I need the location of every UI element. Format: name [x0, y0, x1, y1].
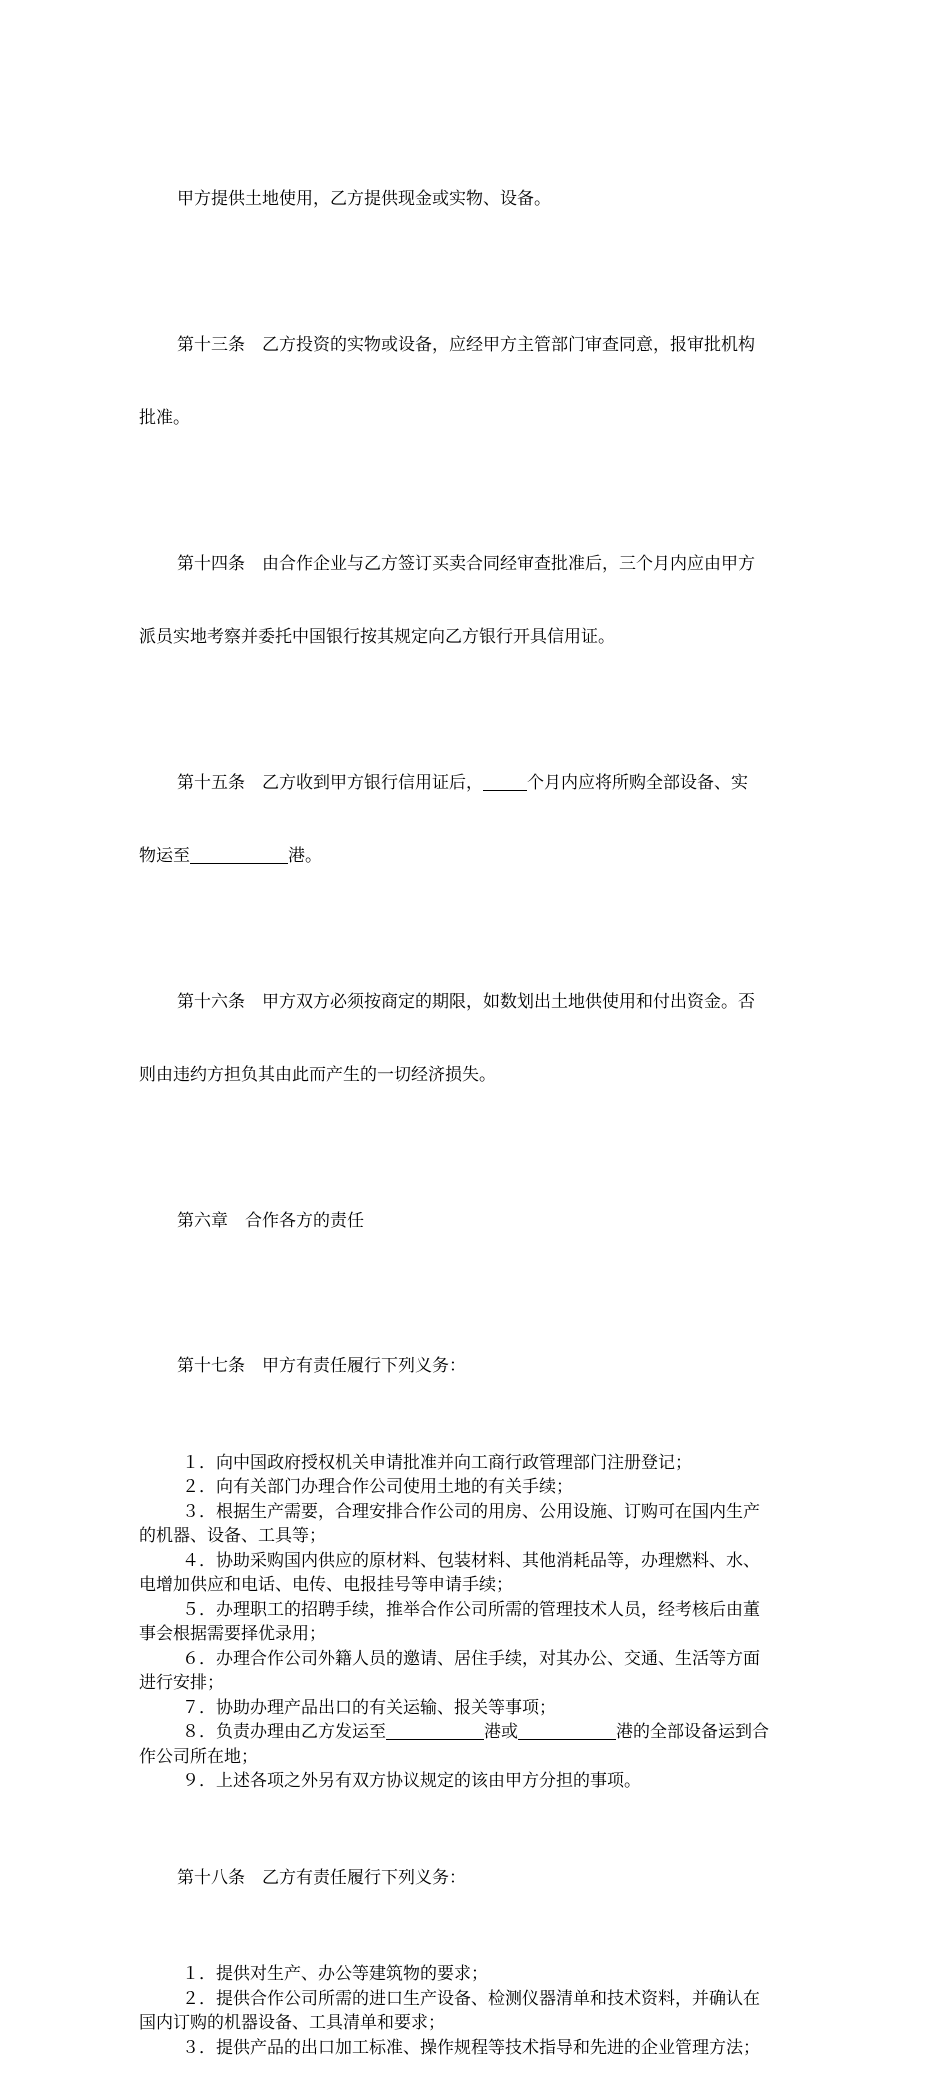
text-line: ６．办理合作公司外籍人员的邀请、居住手续，对其办公、交通、生活等方面	[182, 1648, 760, 1669]
text-segment: 个月内应将所购全部设备、实	[527, 772, 748, 793]
list-item	[139, 1962, 813, 1987]
article-17-list	[139, 1451, 813, 1794]
article-16	[139, 941, 813, 1137]
article-13	[139, 284, 813, 480]
text-line: 电增加供应和电话、电传、电报挂号等申请手续；	[139, 1575, 513, 1595]
text-segment: ８．负责办理由乙方发运至	[182, 1722, 386, 1742]
text-line	[139, 1720, 813, 1745]
text-line: 批准。	[139, 408, 190, 428]
paragraph-land-use	[139, 138, 813, 261]
blank-line	[518, 1721, 616, 1740]
article-18-list	[139, 1962, 813, 2060]
blank-line	[190, 845, 288, 864]
text-segment: 物运至	[139, 846, 190, 866]
blank-line	[483, 772, 527, 791]
text-line: 作公司所在地；	[139, 1746, 258, 1767]
text-line	[139, 844, 813, 869]
text-line: 派员实地考察并委托中国银行按其规定向乙方银行开具信用证。	[139, 627, 615, 647]
list-item	[139, 1696, 813, 1721]
text-line: ３．根据生产需要，合理安排合作公司的用房、公用设施、订购可在国内生产	[182, 1501, 760, 1522]
article-15	[139, 722, 813, 918]
list-item	[139, 1720, 813, 1769]
text-line: 事会根据需要择优录用；	[139, 1624, 326, 1644]
text-segment: 第十五条 乙方收到甲方银行信用证后，	[177, 772, 483, 793]
text-line: １．向中国政府授权机关申请批准并向工商行政管理部门注册登记；	[182, 1452, 692, 1473]
list-item	[139, 1598, 813, 1647]
article-18-title	[139, 1817, 813, 1940]
article-14	[139, 503, 813, 699]
list-item	[139, 2036, 813, 2061]
list-item	[139, 1500, 813, 1549]
chapter-6-heading	[139, 1160, 813, 1283]
text-line: １．提供对生产、办公等建筑物的要求；	[182, 1964, 488, 1984]
text-line: 进行安排；	[139, 1673, 224, 1693]
list-item	[139, 1647, 813, 1696]
text-segment: 港或	[484, 1722, 518, 1742]
text-line: ７．协助办理产品出口的有关运输、报关等事项；	[182, 1697, 556, 1718]
text-line: 则由违约方担负其由此而产生的一切经济损失。	[139, 1065, 496, 1085]
text-line: ２．向有关部门办理合作公司使用土地的有关手续；	[182, 1477, 573, 1497]
text-line: ９．上述各项之外另有双方协议规定的该由甲方分担的事项。	[182, 1771, 641, 1791]
text-segment: 港。	[288, 846, 322, 866]
text-line	[139, 771, 813, 796]
article-17-title	[139, 1305, 813, 1428]
list-item	[139, 1451, 813, 1476]
list-item	[139, 1769, 813, 1794]
list-item	[139, 1987, 813, 2036]
article-title: 第十八条 乙方有责任履行下列义务：	[177, 1867, 466, 1888]
text-line: 国内订购的机器设备、工具清单和要求；	[139, 2013, 445, 2033]
text-line: ３．提供产品的出口加工标准、操作规程等技术指导和先进的企业管理方法；	[182, 2037, 760, 2058]
text-line: 第十六条 甲方双方必须按商定的期限，如数划出土地供使用和付出资金。否	[177, 991, 755, 1012]
text-line: 的机器、设备、工具等；	[139, 1526, 326, 1546]
text-segment: 港的全部设备运到合	[616, 1722, 769, 1742]
text-line: ４．协助采购国内供应的原材料、包装材料、其他消耗品等，办理燃料、水、	[182, 1550, 760, 1571]
list-item	[139, 1549, 813, 1598]
chapter-title: 第六章 合作各方的责任	[177, 1210, 364, 1231]
list-item	[139, 1475, 813, 1500]
text-line: 第十三条 乙方投资的实物或设备，应经甲方主管部门审查同意，报审批机构	[177, 334, 755, 355]
text-line: 第十四条 由合作企业与乙方签订买卖合同经审查批准后，三个月内应由甲方	[177, 553, 755, 574]
text-line: ５．办理职工的招聘手续，推举合作公司所需的管理技术人员，经考核后由董	[182, 1599, 760, 1620]
document-page	[139, 138, 813, 2083]
article-title: 第十七条 甲方有责任履行下列义务：	[177, 1356, 466, 1376]
text-line: ２．提供合作公司所需的进口生产设备、检测仪器清单和技术资料，并确认在	[182, 1988, 760, 2009]
blank-line	[386, 1721, 484, 1740]
text-line: 甲方提供土地使用，乙方提供现金或实物、设备。	[177, 189, 551, 209]
